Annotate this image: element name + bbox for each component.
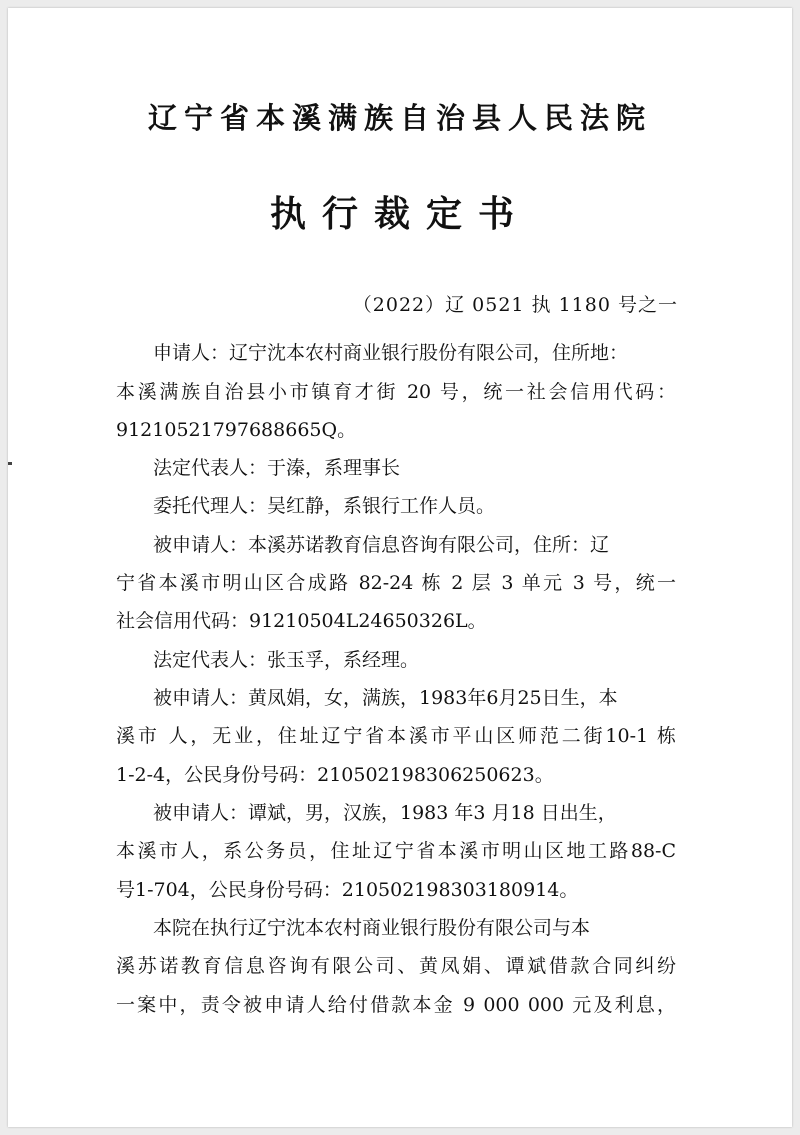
body-line: 91210521797688665Q。: [116, 419, 357, 441]
court-name: 辽宁省本溪满族自治县人民法院: [147, 101, 652, 135]
document-title: 执行裁定书: [269, 194, 530, 235]
body-line: 社会信用代码：91210504L24650326L。: [116, 610, 487, 632]
body-line: 号1-704，公民身份号码：210502198303180914。: [116, 879, 579, 901]
body-line: 法定代表人：于溱，系理事长: [153, 457, 401, 479]
body-line: 被申请人：本溪苏诺教育信息咨询有限公司，住所：辽: [153, 534, 610, 556]
case-number: （2022）辽 0521 执 1180 号之一: [352, 294, 678, 316]
scan-mark: [8, 462, 12, 465]
body-line: 1-2-4，公民身份号码：210502198306250623。: [116, 764, 554, 786]
body-line: 本溪市人，系公务员，住址辽宁省本溪市明山区地工路88-C: [116, 840, 676, 862]
body-line: 宁省本溪市明山区合成路 82-24 栋 2 层 3 单元 3 号，统一: [116, 572, 676, 594]
body-line: 溪市 人，无业，住址辽宁省本溪市平山区师范二街10-1 栋: [116, 725, 676, 747]
body-line: 本溪满族自治县小市镇育才街 20 号，统一社会信用代码：: [116, 381, 676, 403]
body-line: 被申请人：谭斌，男，汉族，1983 年3 月18 日出生，: [153, 802, 617, 824]
body-line: 本院在执行辽宁沈本农村商业银行股份有限公司与本: [153, 917, 591, 939]
body-line: 申请人：辽宁沈本农村商业银行股份有限公司，住所地：: [153, 342, 629, 364]
body-line: 一案中，责令被申请人给付借款本金 9 000 000 元及利息，: [116, 994, 676, 1016]
body-line: 委托代理人：吴红静，系银行工作人员。: [153, 495, 496, 517]
body-line: 法定代表人：张玉孚，系经理。: [153, 649, 420, 671]
body-line: 被申请人：黄凤娟，女，满族，1983年6月25日生，本: [153, 687, 618, 709]
body-line: 溪苏诺教育信息咨询有限公司、黄凤娟、谭斌借款合同纠纷: [116, 955, 676, 977]
